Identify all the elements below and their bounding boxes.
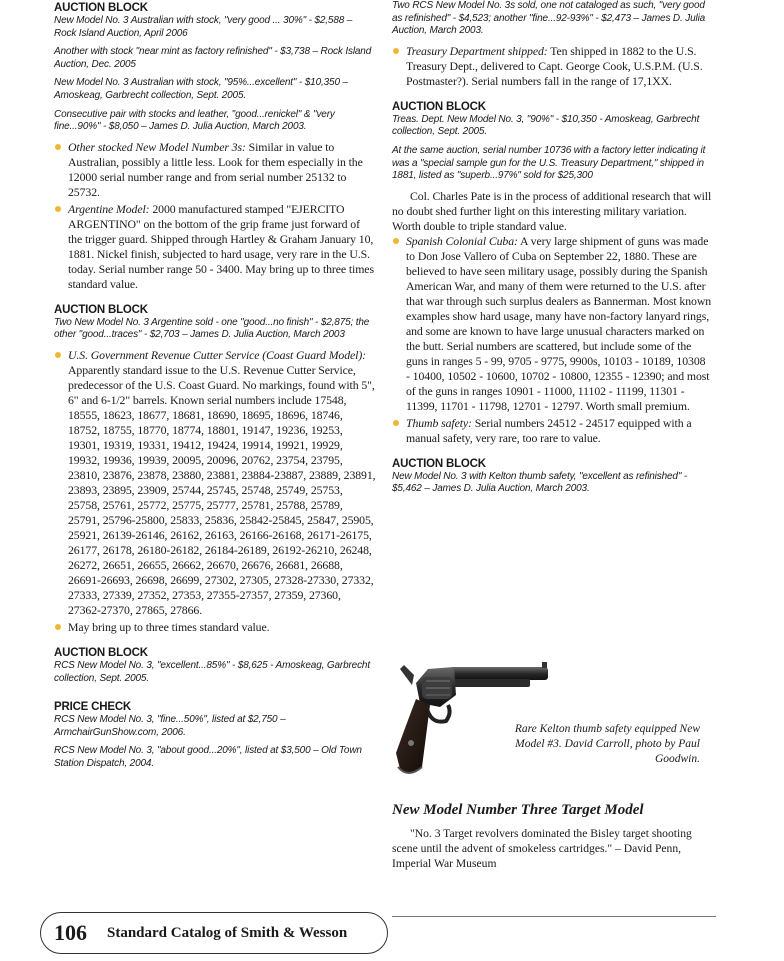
bullet-thumb-safety: Thumb safety: Serial numbers 24512 - 24517 equipped with a manual safety, very rare, too rare to value. [392, 416, 712, 446]
bullet-dot-icon [393, 48, 399, 54]
auction-entry: Two RCS New Model No. 3s sold, one not cataloged as such, "very good as refinished" - $4,523; another "fine...92-93%" - $2,473 – James D. Julia Auction, March 2003. [392, 0, 706, 37]
auction-block-kelton [392, 458, 712, 496]
left-column [54, 0, 376, 777]
price-entry: RCS New Model No. 3, "fine...50%", listed at $2,750 – ArmchairGunShow.com, 2006. [54, 714, 286, 738]
bullet-value-note: May bring up to three times standard value. [54, 620, 376, 635]
bullet-other-stocked: Other stocked New Model Number 3s: Similar in value to Australian, possibly a little less. Look for them especially in the 12000 serial number range and from serial number 25132 to 25732. [54, 140, 376, 200]
auction-entry: Another with stock "near mint as factory refinished" - $3,738 – Rock Island Auction, Dec. 2005 [54, 46, 372, 70]
auction-entry: Two New Model No. 3 Argentine sold - one "good...no finish" - $2,875; the other "good...traces" - $2,703 – James D. Julia Auction, March 2003 [54, 316, 370, 341]
auction-entry: New Model No. 3 Australian with stock, "95%...excellent" - $10,350 – Amoskeag, Garbrecht collection, Sept. 2005. [54, 77, 348, 101]
footer-title: Standard Catalog of Smith & Wesson [107, 925, 348, 941]
pate-paragraph: Col. Charles Pate is in the process of additional research that will no doubt shed further light on this interesting military variation. Worth double to triple standard value. [392, 188, 712, 233]
bullet-dot-icon [55, 352, 61, 358]
photo-caption: Rare Kelton thumb safety equipped New Model #3. David Carroll, photo by Paul Goodwin. [514, 723, 700, 765]
bullet-spanish-cuba: Spanish Colonial Cuba: A very large shipment of guns was made to Don Jose Vallero of Cuba on September 22, 1880. These are believed to have seen military usage, possibly during the Spanish American War, and many of them were returned to the U.S. after that war through such surplus dealers as Bannerman. Most known examples show hard usage, many have non-factory lanyard rings, and some are known to have large unusual characters marked on the butt. Serial numbers are scattered, but include some of the guns in ranges 5 - 99, 9705 - 9775, 9900s, 10103 - 10189, 10308 - 10400, 10502 - 10600, 10702 - 10800, 12355 - 12390; and most of the guns in ranges 10901 - 11000, 11102 - 11199, 11301 - 11399, 11701 - 11798, 12701 - 12797. Worth small premium. [392, 234, 712, 414]
auction-block-2 [54, 304, 376, 342]
auction-entry: New Model No. 3 Australian with stock, "very good ... 30%" - $2,588 – Rock Island Auction, April 2006 [54, 15, 353, 39]
auction-block-heading: AUCTION BLOCK [54, 303, 148, 316]
bullet-dot-icon [393, 238, 399, 244]
auction-block-heading: AUCTION BLOCK [392, 457, 486, 470]
auction-entry: Treas. Dept. New Model No. 3, "90%" - $10,350 - Amoskeag, Garbrecht collection, Sept. 2005. [392, 113, 700, 138]
bullet-revenue-cutter: U.S. Government Revenue Cutter Service (Coast Guard Model): Apparently standard issue to the U.S. Revenue Cutter Service, predecessor of the U.S. Coast Guard. No markings, found with 5", 6" and 6-1/2" barrels. Known serial numbers include 17548, 18555, 18623, 18677, 18681, 18690, 18695, 18696, 18746, 18752, 18755, 18770, 18774, 18801, 19147, 19236, 19253, 19301, 19319, 19331, 19412, 19424, 19914, 19921, 19929, 19932, 19936, 19939, 20095, 20096, 20762, 23754, 23795, 23810, 23876, 23878, 23880, 23881, 23884-23887, 23889, 23891, 23893, 23895, 23909, 25744, 25745, 25748, 25749, 25753, 25758, 25761, 25772, 25775, 25777, 25781, 25788, 25789, 25791, 25796-25800, 25833, 25836, 25842-25845, 25847, 25905, 25921, 26139-26146, 26162, 26163, 26166-26168, 26171-26175, 26177, 26178, 26180-26182, 26184-26189, 26192-26210, 26248, 26272, 26651, 26655, 26662, 26670, 26676, 26681, 26688, 26691-26693, 26698, 26699, 27302, 27305, 27328-27330, 27332, 27333, 27339, 27352, 27353, 27355-27357, 27359, 27360, 27362-27370, 27865, 27866. [54, 348, 376, 618]
section-title: New Model Number Three Target Model [392, 802, 644, 818]
auction-entry: RCS New Model No. 3, "excellent...85%" - $8,625 - Amoskeag, Garbrecht collection, Sept. 2005. [54, 659, 370, 684]
bullet-dot-icon [393, 420, 399, 426]
bullet-dot-icon [55, 624, 61, 630]
auction-block-1 [54, 2, 376, 134]
auction-entry: Consecutive pair with stocks and leather, "good...renickel" & "very fine...90%" - $8,050 – James D. Julia Auction, March 2003. [54, 108, 335, 133]
auction-block-3 [54, 647, 376, 685]
right-column [392, 0, 712, 502]
footer-divider [392, 916, 716, 917]
auction-block-heading: AUCTION BLOCK [54, 646, 148, 659]
auction-entry: At the same auction, serial number 10736 with a factory letter indicating it was a "special sample gun for the U.S. Treasury Department," shipped in 1881, listed as "superb...97%" sold for $25,300 [392, 144, 706, 182]
bullet-treasury: Treasury Department shipped: Ten shipped in 1882 to the U.S. Treasury Dept., delivered to Capt. George Cook, U.S.P.M. (U.S. Postmaster?). Serial numbers fall in the range of 17,1XX. [392, 44, 712, 89]
auction-entry: New Model No. 3 with Kelton thumb safety, "excellent as refinished" - $5,462 – James D. Julia Auction, March 2003. [392, 470, 688, 495]
price-check-block [54, 701, 376, 770]
auction-block-heading: AUCTION BLOCK [392, 100, 486, 113]
bullet-dot-icon [55, 206, 61, 212]
price-check-heading: PRICE CHECK [54, 701, 132, 714]
section-quote: "No. 3 Target revolvers dominated the Bisley target shooting scene until the advent of smokeless cartridges." – David Penn, Imperial War Museum [392, 827, 692, 870]
bullet-dot-icon [55, 144, 61, 150]
bullet-argentine: Argentine Model: 2000 manufactured stamped "EJERCITO ARGENTINO" on the bottom of the grip frame just forward of the trigger guard. Shipped through Hartley & Graham January 10, 1881. Nickel finish, subjected to hard usage, very rare in the U.S. today. Serial number range 50 - 3400. May bring up to three times standard value. [54, 202, 376, 292]
price-entry: RCS New Model No. 3, "about good...20%", listed at $3,500 – Old Town Station Dispatch, 2004. [54, 745, 362, 769]
auction-block-heading: AUCTION BLOCK [54, 2, 148, 14]
auction-block-treasury [392, 101, 712, 183]
page-number: 106 [54, 920, 87, 945]
